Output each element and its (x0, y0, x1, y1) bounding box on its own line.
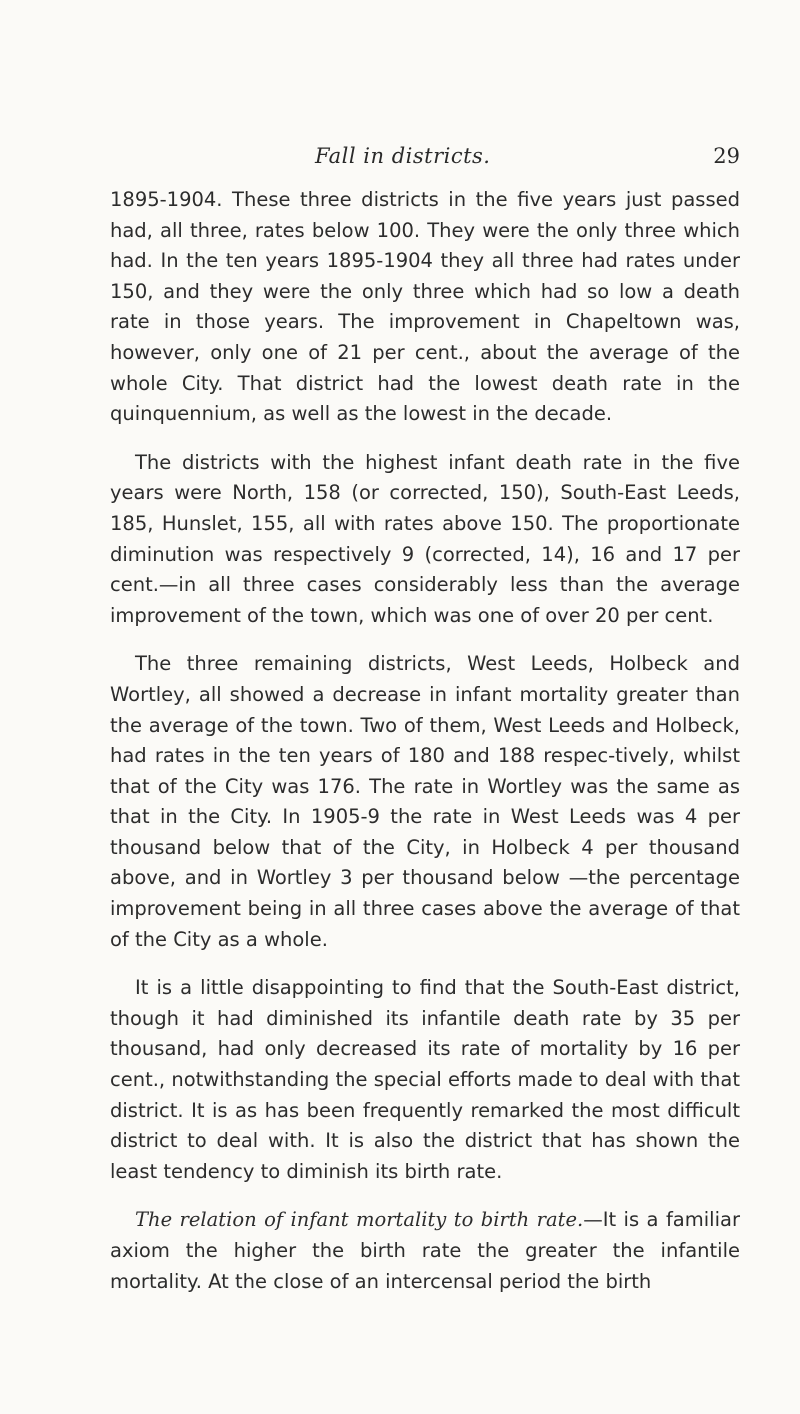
body-text (110, 185, 740, 1315)
paragraph-3: The three remaining districts, West Leeds, Holbeck and Wortley, all showed a decrease in infant mortality greater than the average of the town. Two of them, West Leeds and Holbeck, had rates in the ten years of 180 and 188 respec-tively, whilst that of the City was 176. The rate in Wortley was the same as that in the City. In 1905-9 the rate in West Leeds was 4 per thousand below that of the City, in Holbeck 4 per thousand above, and in Wortley 3 per thousand below —the percentage improvement being in all three cases above the average of that of the City as a whole. (110, 652, 740, 951)
paragraph-5-text: —It is a familiar axiom the higher the birth rate the greater the infantile mortality. At the close of an intercensal period the birth (110, 1208, 740, 1293)
paragraph-1: 1895-1904. These three districts in the five years just passed had, all three, rates below 100. They were the only three which had. In the ten years 1895-1904 they all three had rates under 150, and they were the only three which had so low a death rate in those years. The improvement in Chapeltown was, however, only one of 21 per cent., about the average of the whole City. That district had the lowest death rate in the quinquennium, as well as the lowest in the decade. (110, 188, 740, 426)
paragraph-2: The districts with the highest infant death rate in the five years were North, 158 (or corrected, 150), South-East Leeds, 185, Hunslet, 155, all with rates above 150. The proportionate diminution was respectively 9 (corrected, 14), 16 and 17 per cent.—in all three cases considerably less than the average improvement of the town, which was one of over 20 per cent. (110, 450, 740, 627)
paragraph-4: It is a little disappointing to find that the South-East district, though it had diminished its infantile death rate by 35 per thousand, had only decreased its rate of mortality by 16 per cent., notwithstanding the special efforts made to deal with that district. It is as has been frequently remarked the most difficult district to deal with. It is also the district that has shown the least tendency to diminish its birth rate. (110, 976, 740, 1183)
running-head (110, 140, 740, 174)
running-title: Fall in districts. (315, 144, 491, 168)
section-lead-heading: The relation of infant mortality to birth rate. (135, 1208, 584, 1232)
paragraph-5 (110, 1205, 740, 1297)
page-number: 29 (713, 144, 740, 168)
